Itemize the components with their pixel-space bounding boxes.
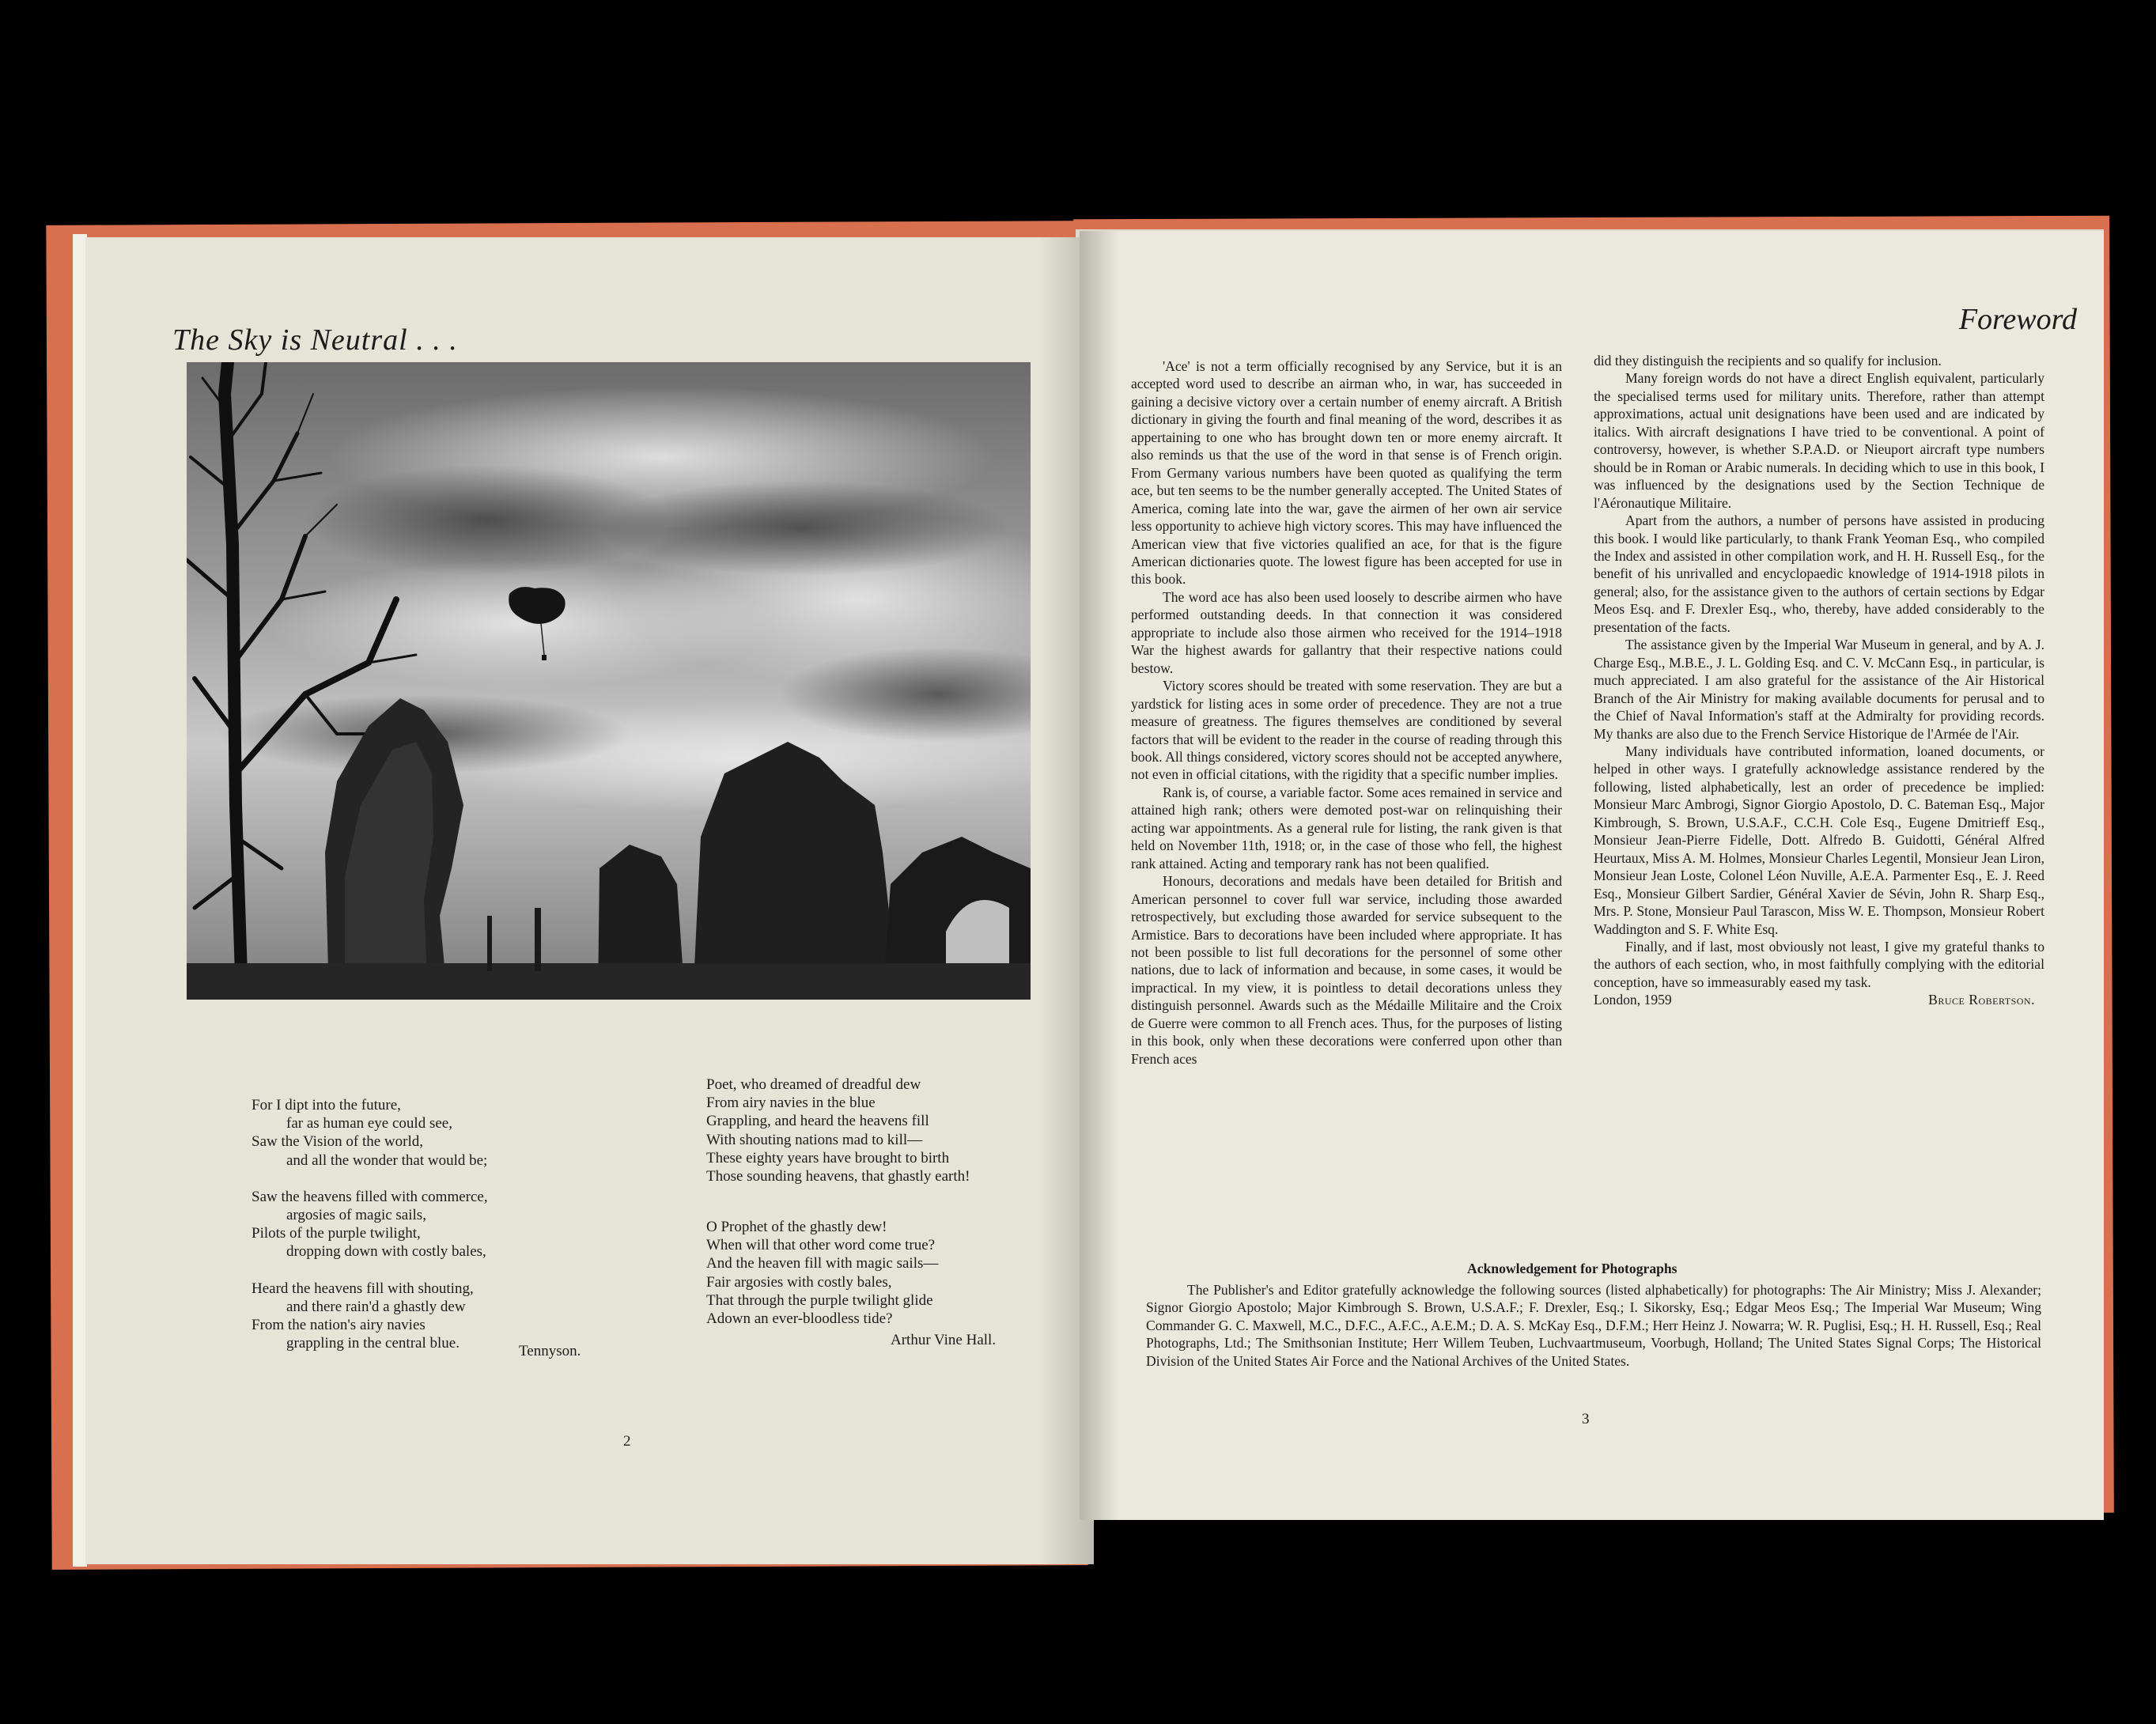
signature-name: Bruce Robertson. <box>1928 992 2035 1008</box>
left-page <box>85 237 1094 1564</box>
page-number-right: 3 <box>1582 1411 1590 1427</box>
poem-line: dropping down with costly bales, <box>286 1243 486 1261</box>
foreword-paragraph: Finally, and if last, most obviously not least, I give my grateful thanks to the authors of each section, who, in most faithfully complying with the editorial conception, have so immeasurably eased my task. <box>1594 938 2044 990</box>
poem-line: Poet, who dreamed of dreadful dew <box>706 1076 921 1093</box>
signature-place-date: London, 1959 <box>1594 992 1672 1008</box>
ruins-balloon-photo <box>187 362 1031 1000</box>
poem-line: For I dipt into the future, <box>252 1097 401 1113</box>
acknowledgement-paragraph: The Publisher's and Editor gratefully acknowledge the following sources (listed alphabetically) for photographs: The Air Ministry; Miss J. Alexander; Signor Giorgio Apostolo; Major Kimbrough S. Brown, U.S.A.F.; F. Drexler, Esq.; I. Sikorsky, Esq.; Edgar Meos Esq.; The Imperial War Museum; Wing Commander G. C. Maxwell, M.C., D.F.C., A.F.C., A.E.M.; D. A. S. McKay Esq., D.F.M.; Herr Heinz J. Nowarra; W. R. Puglisi, Esq.; H. H. Russell, Esq.; Real Photographs, Ltd.; The Smithsonian Institute; Herr Willem Teuben, Luchvaartmuseum, Voorbugh, Holland; The United States Signal Corps; The Historical Division of the United States Air Force and the National Archives of the United States. <box>1146 1282 2041 1369</box>
poem-line: Heard the heavens fill with shouting, <box>252 1280 474 1297</box>
poem-line: From the nation's airy navies <box>252 1317 426 1334</box>
vine-hall-poem-stanza-1 <box>706 1076 970 1185</box>
poem-line: grappling in the central blue. <box>286 1335 460 1352</box>
foreword-paragraph: did they distinguish the recipients and so qualify for inclusion. <box>1594 353 1942 369</box>
poem-line: and all the wonder that would be; <box>286 1151 488 1169</box>
poem-line: argosies of magic sails, <box>286 1207 426 1224</box>
poem-line: O Prophet of the ghastly dew! <box>706 1219 887 1235</box>
foreword-paragraph: The word ace has also been used loosely to describe airmen who have performed outstanding deeds. In that connection it was considered appropriate to include also those airmen who received for the 1914–1918 War the highest awards for gallantry that their respective nations could bestow. <box>1131 588 1562 676</box>
foreword-paragraph: Many foreign words do not have a direct English equivalent, particularly the specialised terms used for military units. Therefore, rather than attempt approximations, actual unit designations have been used and are indicated by italics. With aircraft designations I have tried to be conventional. A point of controversy, however, is whether S.P.A.D. or Nieuport aircraft type numbers should be in Roman or Arabic numerals. In deciding which to use in this book, I was influenced by the designations used by the Section Technique de l'Aéronautique Militaire. <box>1594 370 2044 511</box>
poem-line: From airy navies in the blue <box>706 1095 876 1112</box>
poem-line: Saw the Vision of the world, <box>252 1133 423 1151</box>
poem-line: Saw the heavens filled with commerce, <box>252 1188 488 1205</box>
vine-hall-poem-stanza-2 <box>706 1218 938 1328</box>
vine-hall-attribution: Arthur Vine Hall. <box>891 1332 997 1348</box>
poem-line: and there rain'd a ghastly dew <box>286 1298 466 1315</box>
poem-line: When will that other word come true? <box>706 1237 936 1254</box>
right-page <box>1080 231 2104 1520</box>
foreword-paragraph: Honours, decorations and medals have been detailed for British and American personnel to cover full war service, including those awarded retrospectively, but excluding those awarded for service subsequent to the Armistice. Bars to decorations have been included where appropriate. It has not been possible to list full decorations for the personnel of some other nations, due to lack of information and because, in some cases, it would be impractical. In my view, it is pointless to detail decorations unless they distinguish personnel. Awards such as the Médaille Militaire and the Croix de Guerre were common to all French aces. Thus, for the purposes of listing in this book, only when these decorations were conferred upon other than French aces <box>1131 873 1562 1067</box>
poem-line: That through the purple twilight glide <box>706 1291 933 1309</box>
foreword-column-2 <box>1594 352 2044 1009</box>
tennyson-attribution: Tennyson. <box>519 1343 581 1359</box>
left-page-title: The Sky is Neutral . . . <box>172 323 458 357</box>
foreword-paragraph: Apart from the authors, a number of persons have assisted in producing this book. I would like particularly, to thank Frank Yeoman Esq., who compiled the Index and assisted in other compilation work, and H. H. Russell Esq., for the benefit of his unrivalled and encyclopaedic knowledge of 1914-1918 pilots in general; also, for the assistance given to the authors of certain sections by Edgar Meos Esq. and F. Drexler Esq., who, thereby, have added considerably to the presentation of the facts. <box>1594 512 2044 635</box>
tennyson-poem <box>252 1096 488 1352</box>
foreword-paragraph: The assistance given by the Imperial War Museum in general, and by A. J. Charge Esq., M.B.E., J. L. Golding Esq. and C. V. McCann Esq., in particular, is much appreciated. I am also grateful for the assistance of the Air Historical Branch of the Air Ministry for making available documents for perusal and to the Chief of Naval Information's staff at the Admiralty for providing records. My thanks are also due to the French Service Historique de l'Armée de l'Air. <box>1594 637 2044 742</box>
acknowledgement-text <box>1146 1281 2041 1370</box>
poem-line: These eighty years have brought to birth <box>706 1149 950 1166</box>
poem-line: Those sounding heavens, that ghastly earth! <box>706 1168 970 1185</box>
foreword-paragraph: Victory scores should be treated with some reservation. They are but a yardstick for listing aces in some order of precedence. They are not a true measure of greatness. The figures themselves are conditioned by several factors that will be evident to the reader in the course of reading through this book. All things considered, victory scores should not be accepted anywhere, not even in official citations, with the rigidity that a specific number implies. <box>1131 678 1562 783</box>
poem-line: Fair argosies with costly bales, <box>706 1273 892 1291</box>
poem-line: Pilots of the purple twilight, <box>252 1225 421 1242</box>
poem-line <box>252 1261 488 1280</box>
foreword-signature <box>1594 991 2044 1008</box>
poem-line: far as human eye could see, <box>286 1115 452 1132</box>
acknowledgement-title: Acknowledgement for Photographs <box>1467 1261 1678 1276</box>
poem-line: And the heaven fill with magic sails— <box>706 1255 939 1272</box>
foreword-title: Foreword <box>1958 303 2077 336</box>
poem-line <box>252 1170 488 1188</box>
foreword-paragraph: Rank is, of course, a variable factor. Some aces remained in service and attained high rank; others were demoted post-war on relinquishing their acting war appointments. As a general rule for listing, the rank given is that held on November 11th, 1918; or, in the case of those who fell, the highest rank attained. Acting and temporary rank has not been qualified. <box>1131 784 1562 871</box>
poem-line: Grappling, and heard the heavens fill <box>706 1113 929 1130</box>
poem-line: With shouting nations mad to kill— <box>706 1131 923 1148</box>
foreword-column-1 <box>1131 357 1562 1068</box>
poem-line: Adown an ever-bloodless tide? <box>706 1310 893 1328</box>
foreword-paragraph: Many individuals have contributed information, loaned documents, or helped in other ways. I gratefully acknowledge assistance rendered by the following, listed alphabetically, lest an order of precedence be implied: Monsieur Marc Ambrogi, Signor Giorgio Apostolo, D. C. Bateman Esq., Major Kimbrough, S. Brown, U.S.A.F., C.C.H. Cole Esq., Eugene Dmitrieff Esq., Monsieur Jean-Pierre Fidelle, Dott. Alfredo B. Guidotti, Général Alfred Heurtaux, Miss A. M. Holmes, Monsieur Charles Legentil, Monsieur Jean Liron, Monsieur Jean Loste, Colonel Léon Nuville, A.E.A. Parmenter Esq., E. J. Reed Esq., Monsieur Gilbert Sardier, Général Xavier de Sévin, John R. Sharp Esq., Mrs. P. Stone, Monsieur Paul Tarascon, Miss W. E. Thompson, Monsieur Robert Waddington and S. F. White Esq. <box>1594 743 2044 937</box>
page-number-left: 2 <box>623 1433 631 1450</box>
foreword-paragraph: 'Ace' is not a term officially recognised by any Service, but it is an accepted word used to describe an airman who, in war, has succeeded in gaining a decisive victory over a certain number of enemy aircraft. A British dictionary in giving the fourth and final meaning of the word, describes it as appertaining to one who has brought down ten or more enemy aircraft. It also reminds us that the use of the word in that sense is of French origin. From Germany various numbers have been quoted as qualifying the term ace, but ten seems to be the number generally accepted. The United States of America, coming late into the war, gave the airmen of her own air service less opportunity to achieve high victory scores. This may have influenced the American view that five victories qualified an ace, for that is the figure American dictionaries quote. The lowest figure has been accepted for use in this book. <box>1131 358 1562 588</box>
